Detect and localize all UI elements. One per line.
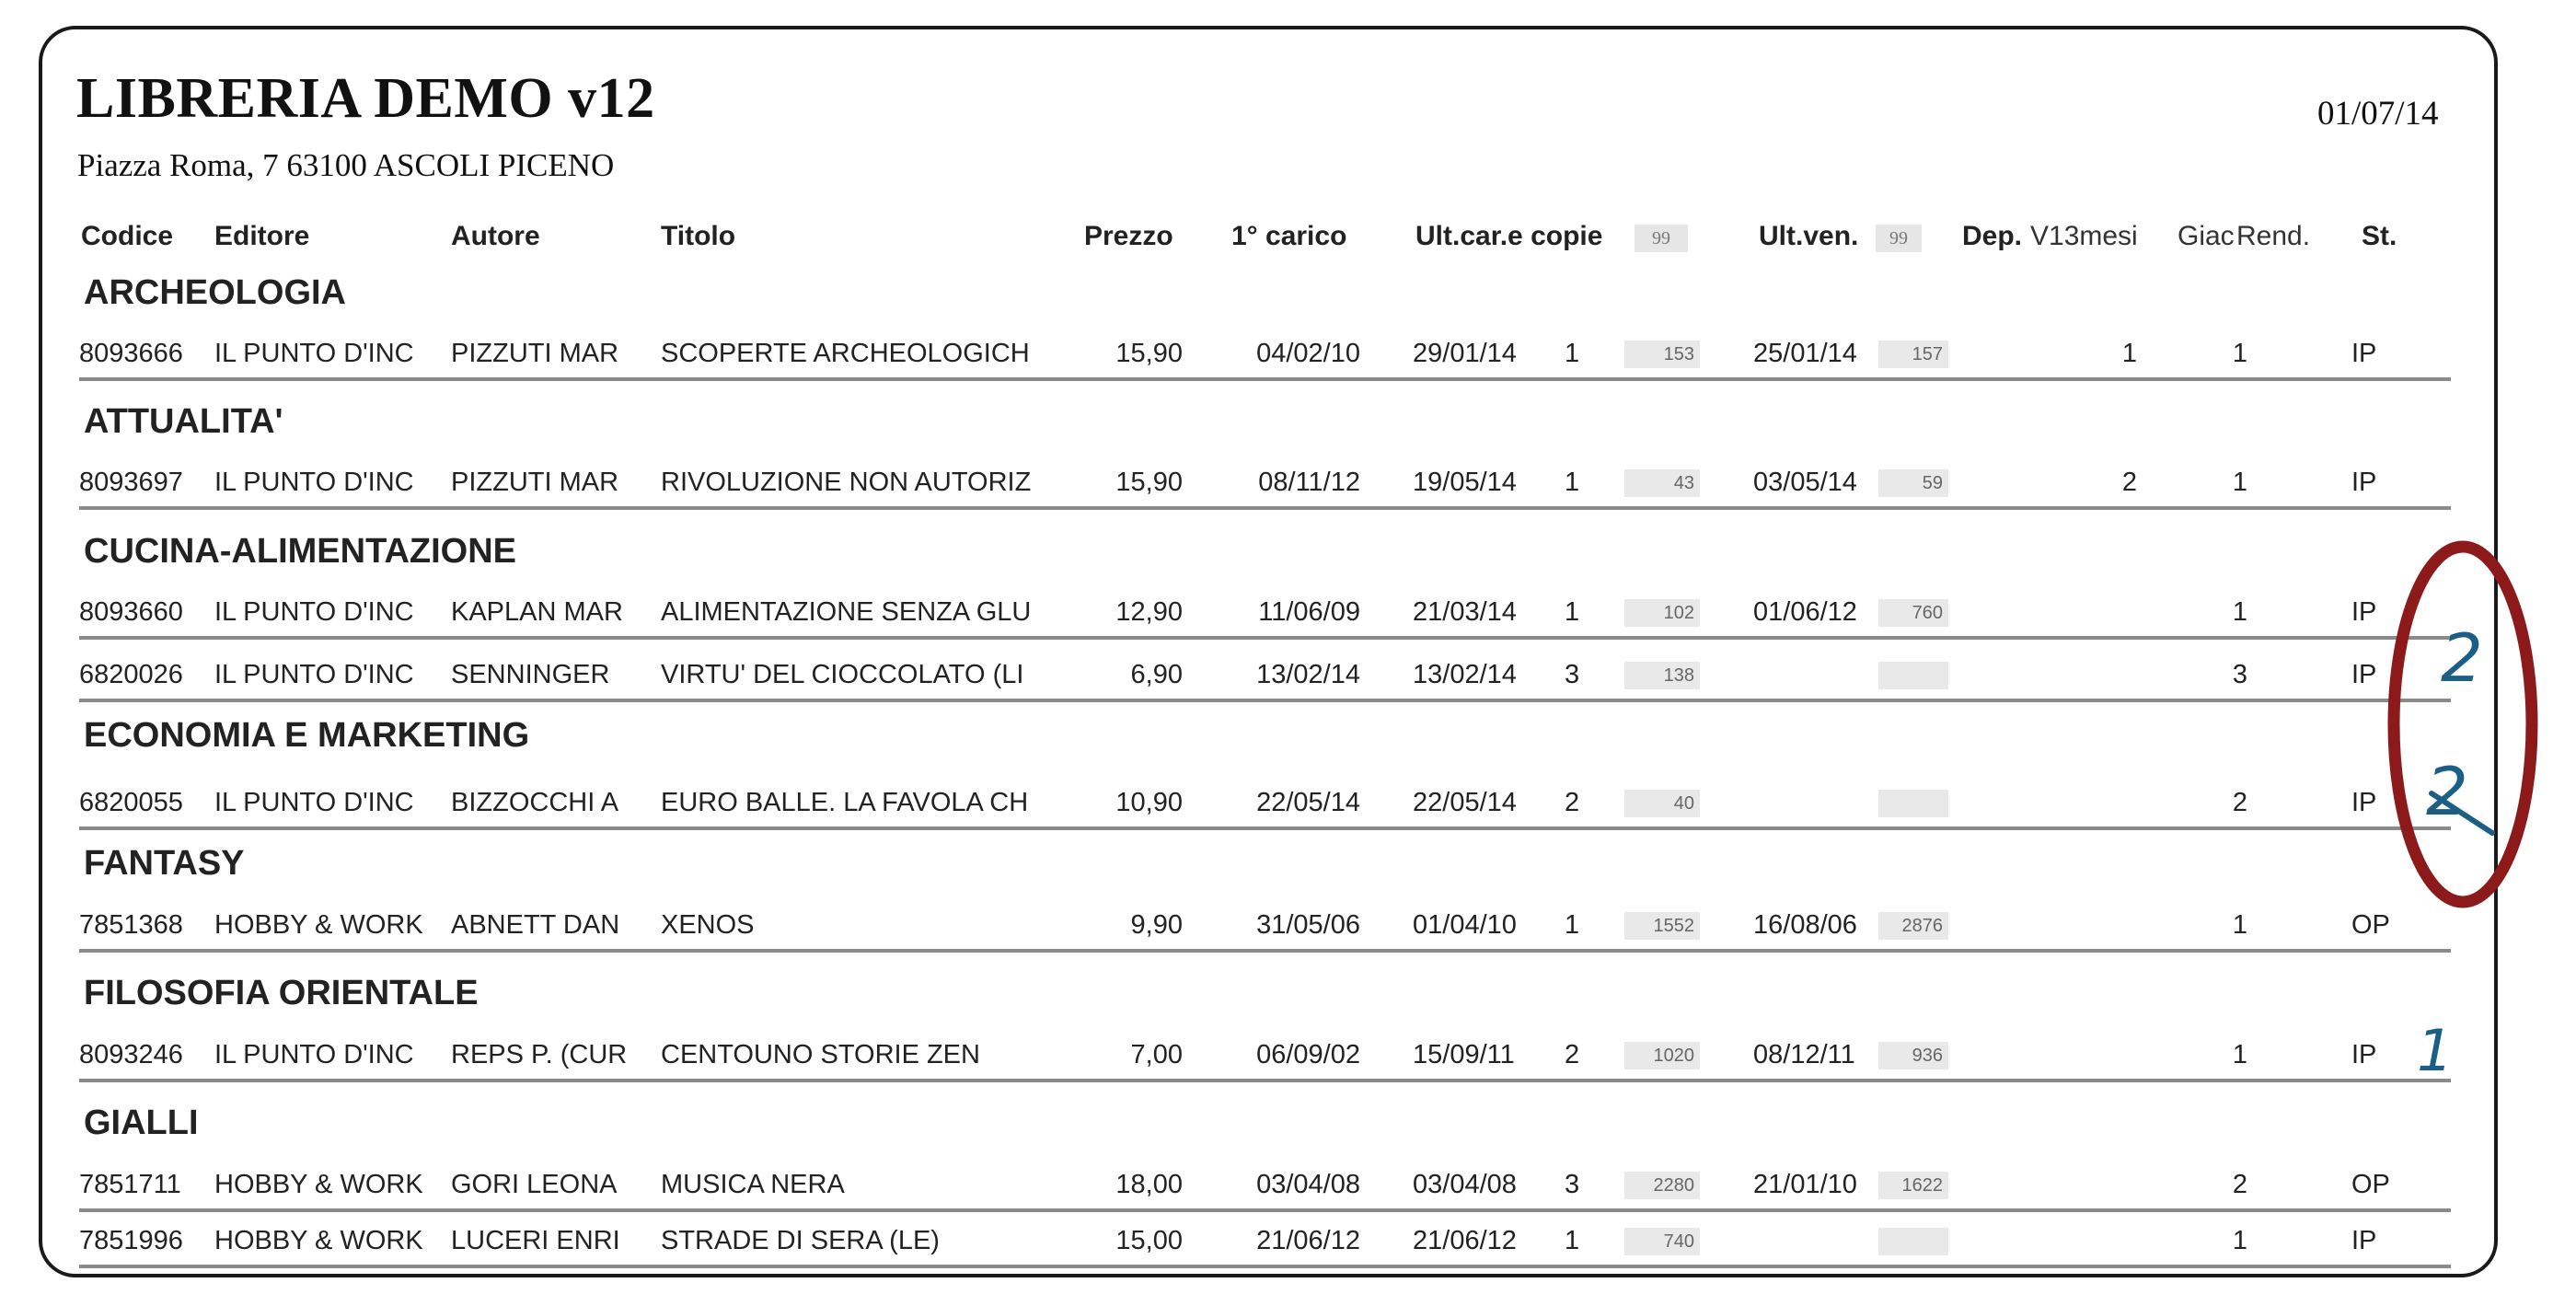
col-primo-carico: 1° carico xyxy=(1231,221,1347,251)
cell-editore: IL PUNTO D'INC xyxy=(214,339,414,368)
cell-prezzo: 15,90 xyxy=(1115,339,1183,368)
store-address: Piazza Roma, 7 63100 ASCOLI PICENO xyxy=(77,147,615,183)
cell-ultven: 16/08/06 xyxy=(1753,910,1857,940)
cell-st: IP xyxy=(2351,468,2377,497)
cell-ultven-box: 59 xyxy=(1878,469,1948,497)
cell-titolo: RIVOLUZIONE NON AUTORIZ xyxy=(661,468,1032,497)
cell-primo: 11/06/09 xyxy=(1258,597,1360,627)
cell-editore: HOBBY & WORK xyxy=(214,910,423,940)
col-codice: Codice xyxy=(81,221,174,251)
cell-editore: IL PUNTO D'INC xyxy=(214,660,414,689)
cell-prezzo: 12,90 xyxy=(1115,597,1183,627)
cell-ultven: 25/01/14 xyxy=(1753,339,1857,368)
cell-primo: 08/11/12 xyxy=(1258,468,1360,497)
cell-codice: 7851368 xyxy=(79,910,183,940)
cell-ultcar: 15/09/11 xyxy=(1413,1040,1515,1069)
cell-ultcar: 03/04/08 xyxy=(1413,1170,1517,1199)
cell-giac: 1 xyxy=(2232,910,2247,940)
cell-giac: 3 xyxy=(2232,660,2247,689)
cell-ultcar: 21/03/14 xyxy=(1413,597,1517,627)
handwritten-note-2a: 2 xyxy=(2441,619,2483,697)
cell-primo: 22/05/14 xyxy=(1256,788,1360,817)
cell-editore: IL PUNTO D'INC xyxy=(214,1040,414,1069)
cell-prezzo: 10,90 xyxy=(1115,788,1183,817)
col-st: St. xyxy=(2362,221,2397,251)
cell-copie-box: 2280 xyxy=(1624,1172,1700,1199)
cell-codice: 6820026 xyxy=(79,660,183,689)
cell-ultcar: 22/05/14 xyxy=(1413,788,1517,817)
cell-codice: 7851996 xyxy=(79,1226,183,1255)
cell-codice: 8093697 xyxy=(79,468,183,497)
cell-st: IP xyxy=(2351,597,2377,627)
cell-titolo: MUSICA NERA xyxy=(661,1170,845,1199)
cell-ultven-box: 157 xyxy=(1878,341,1948,368)
cell-titolo: ALIMENTAZIONE SENZA GLU xyxy=(661,597,1032,627)
cell-copie: 3 xyxy=(1565,1170,1580,1199)
cell-ultven: 21/01/10 xyxy=(1753,1170,1857,1199)
cell-st: IP xyxy=(2351,1040,2377,1069)
cell-copie: 1 xyxy=(1565,597,1580,627)
cell-titolo: VIRTU' DEL CIOCCOLATO (LI xyxy=(661,660,1024,689)
cell-ultven: 03/05/14 xyxy=(1753,468,1857,497)
cell-st: OP xyxy=(2351,910,2390,940)
col-prezzo: Prezzo xyxy=(1084,221,1173,251)
cell-autore: BIZZOCCHI A xyxy=(451,788,619,817)
category-heading: ARCHEOLOGIA xyxy=(84,273,346,312)
cell-ultcar: 01/04/10 xyxy=(1413,910,1517,940)
cell-autore: PIZZUTI MAR xyxy=(451,468,619,497)
col-ult-ven: Ult.ven. xyxy=(1759,221,1859,251)
cell-copie: 2 xyxy=(1565,1040,1580,1069)
cell-editore: HOBBY & WORK xyxy=(214,1170,423,1199)
cell-autore: SENNINGER xyxy=(451,660,610,689)
cell-prezzo: 7,00 xyxy=(1130,1040,1183,1069)
col-ult-ven-box: 99 xyxy=(1876,225,1922,252)
cell-copie-box: 740 xyxy=(1624,1228,1700,1255)
cell-ultven-box: 936 xyxy=(1878,1042,1948,1069)
cell-st: OP xyxy=(2351,1170,2390,1199)
cell-ultven-box: 2876 xyxy=(1878,912,1948,940)
store-title: LIBRERIA DEMO v12 xyxy=(76,67,655,130)
category-heading: FANTASY xyxy=(84,844,245,883)
cell-titolo: XENOS xyxy=(661,910,755,940)
cell-giac: 1 xyxy=(2232,1040,2247,1069)
cell-primo: 03/04/08 xyxy=(1256,1170,1360,1199)
cell-primo: 06/09/02 xyxy=(1256,1040,1360,1069)
cell-giac: 2 xyxy=(2232,1170,2247,1199)
cell-ultven: 08/12/11 xyxy=(1753,1040,1855,1069)
cell-autore: LUCERI ENRI xyxy=(451,1226,620,1255)
cell-prezzo: 15,90 xyxy=(1115,468,1183,497)
cell-st: IP xyxy=(2351,1226,2377,1255)
cell-copie-box: 1020 xyxy=(1624,1042,1700,1069)
cell-primo: 21/06/12 xyxy=(1256,1226,1360,1255)
cell-editore: IL PUNTO D'INC xyxy=(214,468,414,497)
cell-editore: IL PUNTO D'INC xyxy=(214,788,414,817)
cell-dep: 1 xyxy=(2121,339,2137,368)
cell-primo: 31/05/06 xyxy=(1256,910,1360,940)
col-ult-car-copie: Ult.car.e copie xyxy=(1415,221,1603,251)
cell-dep: 2 xyxy=(2121,468,2137,497)
cell-prezzo: 15,00 xyxy=(1115,1226,1183,1255)
cell-copie-box: 43 xyxy=(1624,469,1700,497)
cell-prezzo: 9,90 xyxy=(1130,910,1183,940)
cell-ultcar: 21/06/12 xyxy=(1413,1226,1517,1255)
cell-giac: 1 xyxy=(2232,339,2247,368)
col-titolo: Titolo xyxy=(661,221,736,251)
cell-copie-box: 138 xyxy=(1624,662,1700,689)
cell-copie: 1 xyxy=(1565,468,1580,497)
category-heading: CUCINA-ALIMENTAZIONE xyxy=(84,532,517,571)
cell-st: IP xyxy=(2351,788,2377,817)
cell-autore: PIZZUTI MAR xyxy=(451,339,619,368)
col-v13mesi: V13mesi xyxy=(2030,221,2138,251)
cell-titolo: SCOPERTE ARCHEOLOGICH xyxy=(661,339,1030,368)
cell-prezzo: 18,00 xyxy=(1115,1170,1183,1199)
category-heading: FILOSOFIA ORIENTALE xyxy=(84,974,479,1012)
cell-copie-box: 40 xyxy=(1624,790,1700,817)
cell-prezzo: 6,90 xyxy=(1130,660,1183,689)
cell-editore: IL PUNTO D'INC xyxy=(214,597,414,627)
cell-ultven-box: 1622 xyxy=(1878,1172,1948,1199)
cell-autore: ABNETT DAN xyxy=(451,910,620,940)
cell-copie: 3 xyxy=(1565,660,1580,689)
category-heading: GIALLI xyxy=(84,1104,199,1142)
col-giac: Giac xyxy=(2177,221,2235,251)
red-circle-mark xyxy=(2394,547,2532,902)
report-date: 01/07/14 xyxy=(2317,95,2439,133)
category-heading: ECONOMIA E MARKETING xyxy=(84,716,530,755)
cell-ultcar: 19/05/14 xyxy=(1413,468,1517,497)
cell-giac: 2 xyxy=(2232,788,2247,817)
col-editore: Editore xyxy=(214,221,310,251)
col-autore: Autore xyxy=(451,221,540,251)
cell-giac: 1 xyxy=(2232,597,2247,627)
cell-codice: 7851711 xyxy=(79,1170,181,1199)
cell-titolo: STRADE DI SERA (LE) xyxy=(661,1226,940,1255)
cell-copie: 1 xyxy=(1565,910,1580,940)
col-dep: Dep. xyxy=(1962,221,2023,251)
cell-st: IP xyxy=(2351,660,2377,689)
cell-copie-box: 1552 xyxy=(1624,912,1700,940)
cell-titolo: CENTOUNO STORIE ZEN xyxy=(661,1040,980,1069)
cell-copie: 1 xyxy=(1565,1226,1580,1255)
cell-st: IP xyxy=(2351,339,2377,368)
cell-codice: 6820055 xyxy=(79,788,183,817)
cell-giac: 1 xyxy=(2232,468,2247,497)
cell-copie: 1 xyxy=(1565,339,1580,368)
cell-codice: 8093246 xyxy=(79,1040,183,1069)
cell-copie: 2 xyxy=(1565,788,1580,817)
cell-ultcar: 13/02/14 xyxy=(1413,660,1517,689)
category-heading: ATTUALITA' xyxy=(84,402,283,441)
cell-editore: HOBBY & WORK xyxy=(214,1226,423,1255)
cell-primo: 04/02/10 xyxy=(1256,339,1360,368)
handwritten-note-1: 1 xyxy=(2417,1017,2454,1084)
cell-ultven-box: 760 xyxy=(1878,599,1948,627)
cell-primo: 13/02/14 xyxy=(1256,660,1360,689)
cell-copie-box: 102 xyxy=(1624,599,1700,627)
col-ult-car-box: 99 xyxy=(1635,225,1688,252)
cell-codice: 8093666 xyxy=(79,339,183,368)
handwritten-note-2b: 2 xyxy=(2426,753,2468,830)
cell-autore: GORI LEONA xyxy=(451,1170,618,1199)
cell-codice: 8093660 xyxy=(79,597,183,627)
col-rend: Rend. xyxy=(2236,221,2311,251)
cell-ultcar: 29/01/14 xyxy=(1413,339,1517,368)
cell-autore: KAPLAN MAR xyxy=(451,597,623,627)
cell-autore: REPS P. (CUR xyxy=(451,1040,628,1069)
cell-titolo: EURO BALLE. LA FAVOLA CH xyxy=(661,788,1029,817)
cell-copie-box: 153 xyxy=(1624,341,1700,368)
cell-ultven: 01/06/12 xyxy=(1753,597,1857,627)
cell-giac: 1 xyxy=(2232,1226,2247,1255)
